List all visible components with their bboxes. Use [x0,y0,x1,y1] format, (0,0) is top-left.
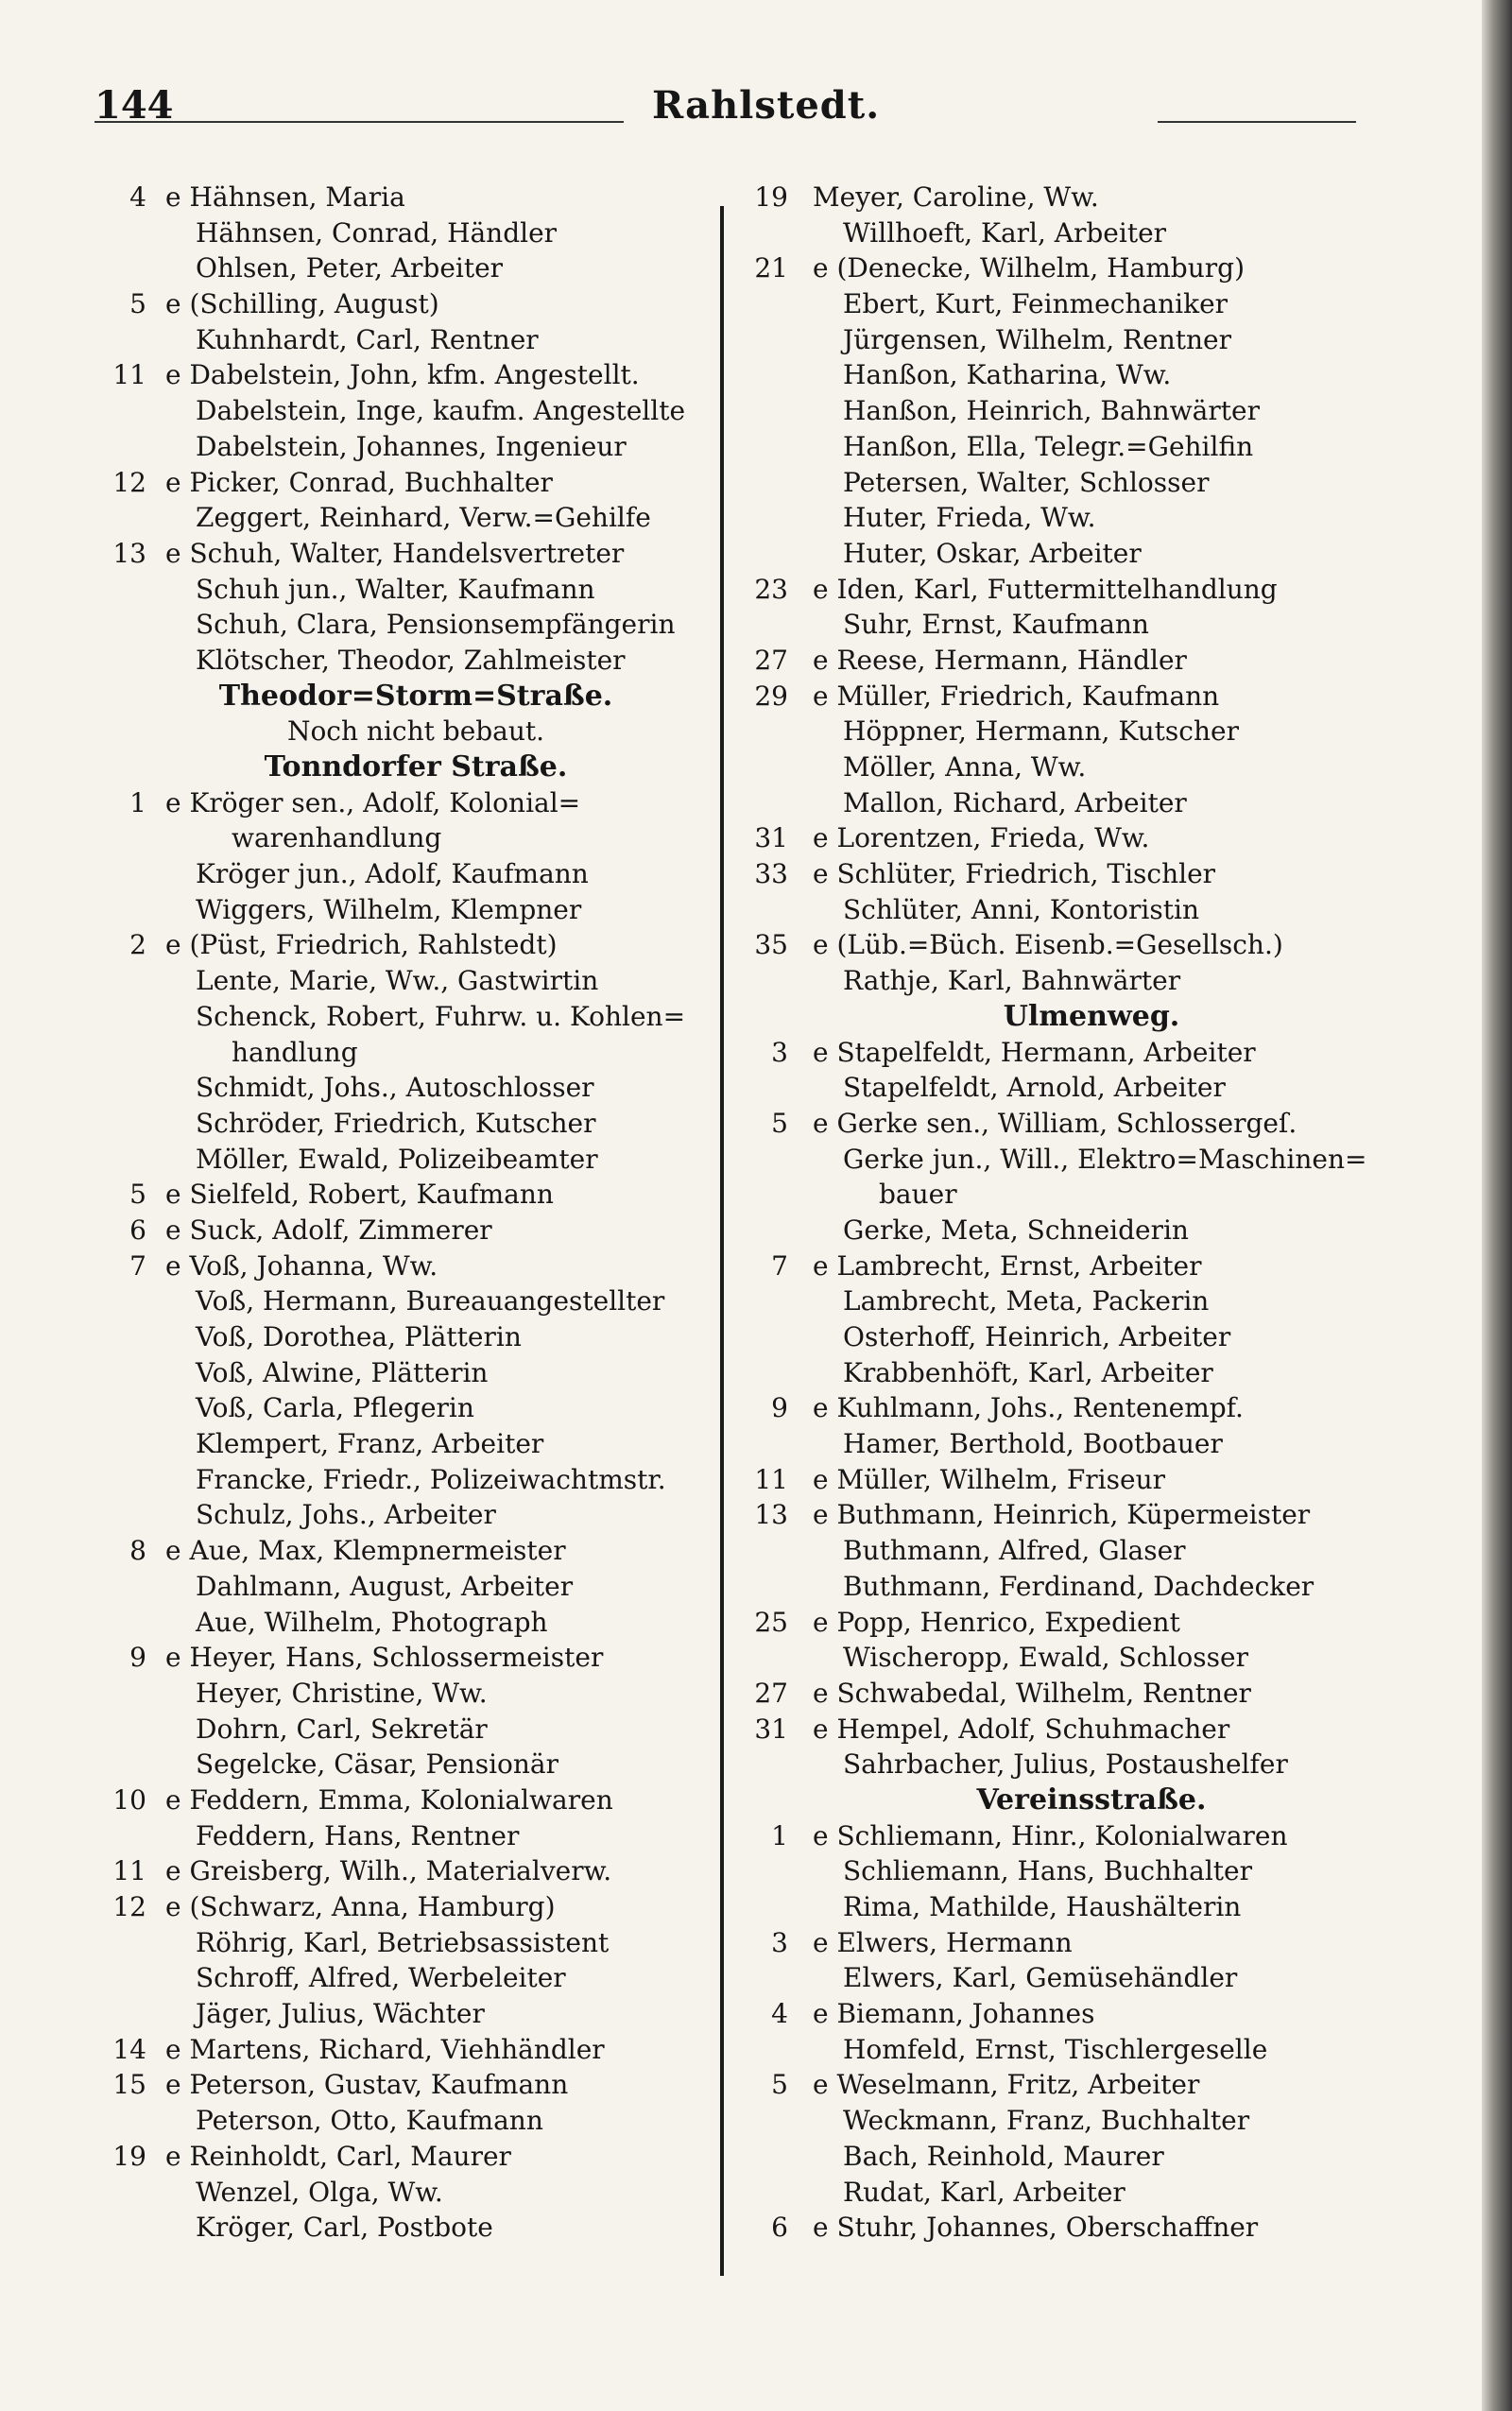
street-heading: Ulmenweg. [1003,999,1180,1033]
house-number: 11 [754,1463,788,1495]
header-rule-left [94,121,624,123]
house-entry [756,1605,1427,1641]
right-column [756,180,1427,2246]
entry-text: Wenzel, Olga, Ww. [196,2176,443,2208]
house-number: 5 [129,288,146,320]
house-number: 29 [754,680,788,712]
entry-text: Zeggert, Reinhard, Verw.=Gehilfe [196,502,651,534]
resident-line [109,1106,723,1142]
house-entry [109,1853,723,1889]
entry-text: Hamer, Berthold, Bootbauer [843,1428,1223,1460]
house-number: 4 [129,181,146,213]
entry-text: Dahlmann, August, Arbeiter [196,1570,574,1602]
entry-text: Huter, Frieda, Ww. [843,502,1096,534]
house-entry [756,1390,1427,1426]
entry-text: e Kröger sen., Adolf, Kolonial= [165,786,581,818]
resident-line [756,1640,1427,1676]
house-entry [109,1640,723,1676]
entry-text: Möller, Ewald, Polizeibeamter [196,1143,598,1175]
house-number: 4 [771,1998,788,2030]
house-number: 7 [771,1249,788,1282]
entry-text: Rima, Mathilde, Haushälterin [843,1891,1242,1922]
entry-text: Bach, Reinhold, Maurer [843,2140,1164,2172]
page-number: 144 [94,83,174,128]
entry-text: e Müller, Wilhelm, Friseur [813,1463,1165,1495]
resident-line [109,1070,723,1106]
entry-text: Röhrig, Karl, Betriebsassistent [196,1926,610,1958]
entry-text: e Schwabedal, Wilhelm, Rentner [813,1677,1251,1709]
entry-text: e Schliemann, Hinr., Kolonialwaren [813,1819,1288,1851]
resident-line [109,572,723,608]
entry-text: Voß, Alwine, Plätterin [196,1356,489,1388]
resident-line [756,749,1427,785]
house-entry [109,180,723,215]
continuation-line [109,820,723,856]
entry-text: e Suck, Adolf, Zimmerer [165,1214,492,1246]
entry-text: Schmidt, Johs., Autoschlosser [196,1072,594,1104]
resident-line [756,286,1427,322]
entry-text: Huter, Oskar, Arbeiter [843,537,1142,569]
entry-text: Hähnsen, Conrad, Händler [196,216,558,249]
resident-line [109,429,723,465]
entry-text: e Gerke sen., William, Schlossergeſ. [813,1107,1297,1139]
entry-text: Schulz, Johs., Arbeiter [196,1499,496,1531]
house-number: 10 [112,1783,146,1816]
resident-line [756,1426,1427,1462]
house-number: 35 [754,929,788,961]
house-entry [756,679,1427,715]
resident-line [109,2210,723,2246]
entry-text: e Feddern, Emma, Kolonialwaren [165,1783,613,1816]
entry-text: Heyer, Christine, Ww. [196,1677,488,1709]
resident-line [109,393,723,429]
left-column [109,180,723,2246]
street-heading: Vereinsstraße. [976,1782,1207,1817]
page-header [94,83,1351,140]
entry-text: bauer [879,1179,957,1211]
house-entry [756,180,1427,215]
resident-line [109,1960,723,1996]
entry-text: Lente, Marie, Ww., Gastwirtin [196,965,599,997]
resident-line [109,1497,723,1533]
continuation-line [756,1177,1427,1213]
house-number: 3 [771,1036,788,1068]
house-number: 6 [771,2212,788,2244]
resident-line [109,1712,723,1748]
house-number: 31 [754,822,788,854]
house-entry [109,2032,723,2068]
resident-line [756,2139,1427,2175]
entry-text: Kröger jun., Adolf, Kaufmann [196,858,589,890]
entry-text: Homfeld, Ernst, Tischlergeselle [843,2033,1268,2065]
entry-text: Schroff, Alfred, Werbeleiter [196,1962,566,1994]
house-entry [109,1889,723,1925]
entry-text: e Müller, Friedrich, Kaufmann [813,680,1220,712]
house-number: 9 [771,1392,788,1424]
entry-text: e (Lüb.=Büch. Eisenb.=Gesellsch.) [813,929,1283,961]
entry-text: Peterson, Otto, Kaufmann [196,2105,543,2137]
continuation-line [109,1035,723,1071]
house-number: 5 [771,1107,788,1139]
house-entry [756,2067,1427,2103]
house-entry [109,536,723,572]
house-number: 12 [112,466,146,498]
resident-line [109,1319,723,1355]
house-number: 7 [129,1249,146,1282]
house-entry [756,643,1427,679]
resident-line [109,856,723,892]
running-title: Rahlstedt. [652,83,881,128]
entry-text: e Popp, Henrico, Expedient [813,1606,1180,1638]
house-entry [109,927,723,963]
entry-text: e Aue, Max, Klempnermeister [165,1535,566,1567]
entry-text: e Iden, Karl, Futtermittelhandlung [813,573,1278,605]
house-entry [109,357,723,393]
entry-text: Wischeropp, Ewald, Schlosser [843,1642,1248,1674]
entry-text: Schlüter, Anni, Kontoristin [843,893,1199,925]
house-number: 5 [771,2069,788,2101]
entry-text: Elwers, Karl, Gemüsehändler [843,1962,1238,1994]
entry-text: Weckmann, Franz, Buchhalter [843,2105,1250,2137]
entry-text: Hanßon, Heinrich, Bahnwärter [843,395,1260,427]
street-heading: Theodor=Storm=Straße. [218,679,613,713]
resident-line [756,785,1427,821]
resident-line [756,607,1427,643]
house-entry [756,1996,1427,2032]
resident-line [756,963,1427,999]
resident-line [109,500,723,536]
house-number: 11 [112,359,146,391]
entry-text: Segelcke, Cäsar, Pensionär [196,1748,558,1781]
resident-line [109,2175,723,2211]
entry-text: Klötscher, Theodor, Zahlmeister [196,644,626,676]
entry-text: e Schuh, Walter, Handelsvertreter [165,537,625,569]
resident-line [756,1960,1427,1996]
entry-text: e Sielfeld, Robert, Kaufmann [165,1179,554,1211]
entry-text: Rudat, Karl, Arbeiter [843,2176,1125,2208]
resident-line [756,1569,1427,1605]
entry-text: e Hempel, Adolf, Schuhmacher [813,1713,1230,1745]
entry-text: Ebert, Kurt, Feinmechaniker [843,288,1228,320]
entry-text: e Stuhr, Johannes, Oberschaffner [813,2212,1259,2244]
house-entry [756,1818,1427,1854]
entry-text: e Biemann, Johannes [813,1998,1095,2030]
house-entry [109,2139,723,2175]
entry-text: e Buthmann, Heinrich, Küpermeister [813,1499,1311,1531]
entry-text: Klempert, Franz, Arbeiter [196,1428,544,1460]
resident-line [109,1605,723,1641]
house-number: 1 [129,786,146,818]
house-number: 11 [112,1855,146,1887]
resident-line [756,2103,1427,2139]
resident-line [756,2032,1427,2068]
house-number: 14 [112,2033,146,2065]
resident-line [756,1142,1427,1178]
entry-text: Schliemann, Hans, Buchhalter [843,1855,1253,1887]
resident-line [109,1569,723,1605]
resident-line [109,1283,723,1319]
entry-text: Gerke jun., Will., Elektro=Maschinen= [843,1143,1367,1175]
entry-text: Petersen, Walter, Schlosser [843,466,1210,498]
entry-text: e Reinholdt, Carl, Maurer [165,2140,511,2172]
street-heading: Tonndorfer Straße. [264,750,568,784]
resident-line [756,465,1427,501]
entry-text: e Voß, Johanna, Ww. [165,1249,438,1282]
resident-line [756,322,1427,358]
resident-line [109,999,723,1035]
resident-line [756,536,1427,572]
house-entry [109,465,723,501]
street-note: Noch nicht bebaut. [286,715,545,748]
resident-line [109,1426,723,1462]
resident-line [756,215,1427,251]
resident-line [756,892,1427,928]
resident-line [756,1319,1427,1355]
house-entry [756,572,1427,608]
resident-line [109,1355,723,1391]
house-number: 6 [129,1214,146,1246]
house-number: 13 [112,537,146,569]
entry-text: Dohrn, Carl, Sekretär [196,1713,488,1745]
resident-line [109,607,723,643]
house-entry [109,1177,723,1213]
house-number: 33 [754,858,788,890]
entry-text: Jäger, Julius, Wächter [196,1998,485,2030]
house-number: 15 [112,2069,146,2101]
entry-text: e Elwers, Hermann [813,1926,1073,1958]
resident-line [109,322,723,358]
entry-text: Buthmann, Alfred, Glaser [843,1535,1186,1567]
house-number: 21 [754,252,788,284]
house-entry [756,856,1427,892]
house-number: 12 [112,1891,146,1922]
entry-text: Rathje, Karl, Bahnwärter [843,965,1181,997]
entry-text: Jürgensen, Wilhelm, Rentner [843,323,1231,355]
house-entry [756,1676,1427,1712]
entry-text: Kuhnhardt, Carl, Rentner [196,323,539,355]
house-number: 5 [129,1179,146,1211]
resident-line [756,2175,1427,2211]
entry-text: e Weselmann, Fritz, Arbeiter [813,2069,1200,2101]
entry-text: Sahrbacher, Julius, Postaushelfer [843,1748,1288,1781]
resident-line [109,2103,723,2139]
house-entry [756,1249,1427,1284]
entry-text: e Dabelstein, John, kfm. Angestellt. [165,359,640,391]
resident-line [756,1355,1427,1391]
entry-text: Möller, Anna, Ww. [843,751,1087,783]
entry-text: e Peterson, Gustav, Kaufmann [165,2069,569,2101]
entry-text: Hanßon, Katharina, Ww. [843,359,1172,391]
house-number: 25 [754,1606,788,1638]
house-entry [756,1497,1427,1533]
entry-text: Buthmann, Ferdinand, Dachdecker [843,1570,1314,1602]
entry-text: Francke, Friedr., Polizeiwachtmstr. [196,1463,666,1495]
entry-text: Voß, Hermann, Bureauangestellter [196,1285,665,1317]
house-number: 8 [129,1535,146,1567]
house-entry [756,1462,1427,1498]
entry-text: e Lambrecht, Ernst, Arbeiter [813,1249,1202,1282]
entry-text: Suhr, Ernst, Kaufmann [843,609,1149,641]
house-entry [756,820,1427,856]
resident-line [109,892,723,928]
house-number: 13 [754,1499,788,1531]
house-number: 9 [129,1642,146,1674]
entry-text: Stapelfeldt, Arnold, Arbeiter [843,1072,1226,1104]
resident-line [756,1889,1427,1925]
house-number: 27 [754,1677,788,1709]
entry-text: e Schlüter, Friedrich, Tischler [813,858,1216,890]
entry-text: e Hähnsen, Maria [165,181,405,213]
house-number: 19 [754,181,788,213]
entry-text: Mallon, Richard, Arbeiter [843,786,1187,818]
entry-text: Feddern, Hans, Rentner [196,1819,520,1851]
resident-line [756,429,1427,465]
entry-text: e (Denecke, Wilhelm, Hamburg) [813,252,1245,284]
entry-text: Schuh, Clara, Pensionsempfängerin [196,609,676,641]
entry-text: warenhandlung [232,822,442,854]
house-entry [756,2210,1427,2246]
house-entry [109,2067,723,2103]
house-entry [109,286,723,322]
entry-text: Ohlsen, Peter, Arbeiter [196,252,504,284]
entry-text: Aue, Wilhelm, Photograph [196,1606,548,1638]
entry-text: e (Schwarz, Anna, Hamburg) [165,1891,556,1922]
entry-text: Hanßon, Ella, Telegr.=Gehilfin [843,430,1254,462]
entry-text: e Lorentzen, Frieda, Ww. [813,822,1150,854]
resident-line [109,963,723,999]
resident-line [109,1462,723,1498]
entry-text: Kröger, Carl, Postbote [196,2212,493,2244]
house-number: 2 [129,929,146,961]
resident-line [756,1070,1427,1106]
resident-line [756,714,1427,749]
entry-text: e Greisberg, Wilh., Materialverw. [165,1855,612,1887]
resident-line [756,1533,1427,1569]
house-number: 19 [112,2140,146,2172]
house-number: 31 [754,1713,788,1745]
resident-line [756,393,1427,429]
house-number: 27 [754,644,788,676]
house-entry [756,1106,1427,1142]
entry-text: Lambrecht, Meta, Packerin [843,1285,1210,1317]
house-entry [756,1712,1427,1748]
resident-line [756,357,1427,393]
resident-line [109,1676,723,1712]
entry-text: Voß, Carla, Pflegerin [196,1392,474,1424]
resident-line [756,1747,1427,1782]
house-number: 1 [771,1819,788,1851]
house-entry [756,250,1427,286]
entry-text: Willhoeft, Karl, Arbeiter [843,216,1167,249]
resident-line [109,643,723,679]
house-entry [756,927,1427,963]
entry-text: e Picker, Conrad, Buchhalter [165,466,553,498]
entry-text: Osterhoff, Heinrich, Arbeiter [843,1321,1231,1352]
entry-text: e (Püst, Friedrich, Rahlstedt) [165,929,558,961]
house-entry [109,1782,723,1818]
resident-line [109,1996,723,2032]
entry-text: e Reese, Hermann, Händler [813,644,1187,676]
resident-line [109,1390,723,1426]
house-entry [756,1035,1427,1071]
scan-edge [1482,0,1512,2411]
entry-text: e Heyer, Hans, Schlossermeister [165,1642,604,1674]
resident-line [109,1925,723,1961]
header-rule-right [1158,121,1356,123]
house-entry [756,1925,1427,1961]
entry-text: Dabelstein, Inge, kaufm. Angestellte [196,395,686,427]
entry-text: Gerke, Meta, Schneiderin [843,1214,1189,1246]
resident-line [109,1818,723,1854]
entry-text: e Stapelfeldt, Hermann, Arbeiter [813,1036,1256,1068]
house-number: 3 [771,1926,788,1958]
entry-text: Schuh jun., Walter, Kaufmann [196,573,595,605]
entry-text: Meyer, Caroline, Ww. [813,181,1099,213]
house-number: 23 [754,573,788,605]
resident-line [756,1213,1427,1249]
resident-line [756,1853,1427,1889]
house-entry [109,785,723,821]
resident-line [109,1142,723,1178]
entry-text: Schröder, Friedrich, Kutscher [196,1107,596,1139]
entry-text: Voß, Dorothea, Plätterin [196,1321,522,1352]
entry-text: e (Schilling, August) [165,288,439,320]
resident-line [756,500,1427,536]
entry-text: handlung [232,1036,358,1068]
house-entry [109,1533,723,1569]
entry-text: Höppner, Hermann, Kutscher [843,715,1239,748]
resident-line [109,1747,723,1782]
entry-text: Krabbenhöft, Karl, Arbeiter [843,1356,1213,1388]
entry-text: e Martens, Richard, Viehhändler [165,2033,605,2065]
resident-line [109,215,723,251]
entry-text: Wiggers, Wilhelm, Klempner [196,893,582,925]
resident-line [109,250,723,286]
entry-text: Dabelstein, Johannes, Ingenieur [196,430,627,462]
house-entry [109,1249,723,1284]
resident-line [756,1283,1427,1319]
entry-text: Schenck, Robert, Fuhrw. u. Kohlen= [196,1000,686,1032]
house-entry [109,1213,723,1249]
entry-text: e Kuhlmann, Johs., Rentenempf. [813,1392,1244,1424]
